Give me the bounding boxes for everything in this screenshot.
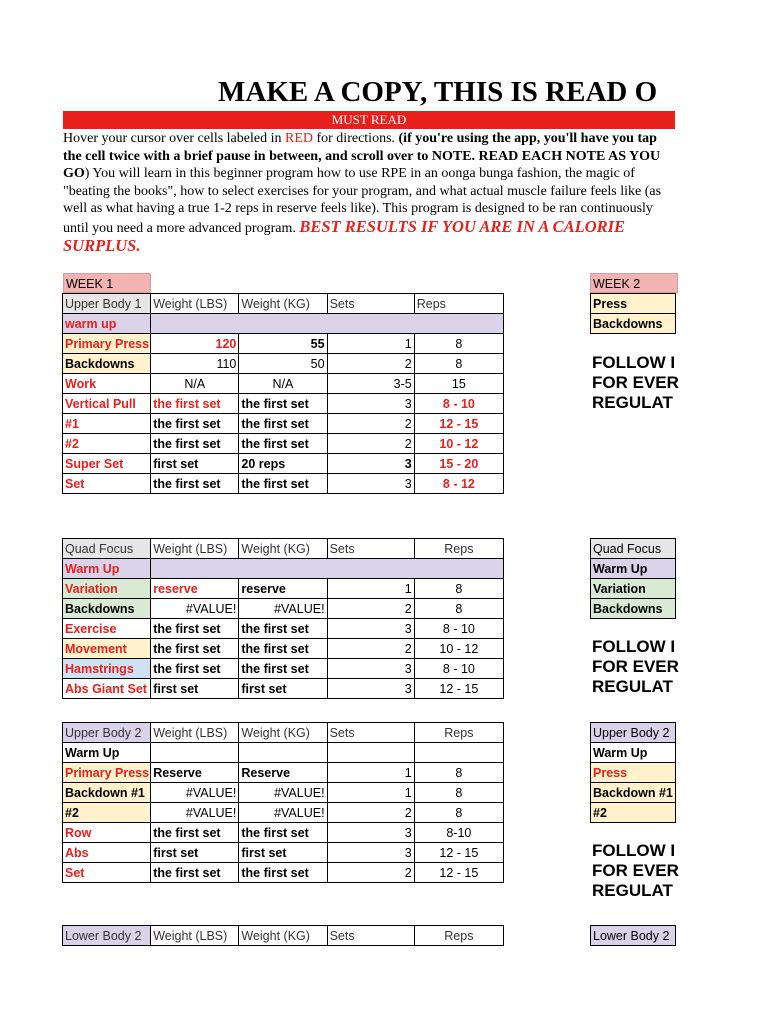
- weight-lbs-cell[interactable]: #VALUE!: [151, 803, 239, 823]
- reps-cell[interactable]: 15 - 20: [414, 454, 503, 474]
- table-row: [63, 783, 504, 803]
- weight-kg-cell[interactable]: the first set: [239, 394, 327, 414]
- weight-lbs-cell[interactable]: the first set: [151, 619, 239, 639]
- weight-lbs-cell[interactable]: the first set: [151, 639, 239, 659]
- exercise-cell[interactable]: warm up: [63, 314, 151, 334]
- sets-cell[interactable]: 3: [327, 679, 414, 699]
- exercise-cell[interactable]: Variation: [63, 579, 151, 599]
- reps-cell[interactable]: 8: [414, 599, 503, 619]
- reps-cell[interactable]: 8 - 12: [414, 474, 503, 494]
- side-cell[interactable]: Quad Focus: [591, 539, 676, 559]
- weight-lbs-cell[interactable]: 110: [151, 354, 239, 374]
- header-weight-lbs: Weight (LBS): [151, 723, 239, 743]
- lower-body-2-table: [62, 925, 504, 946]
- side-cell[interactable]: Warm Up: [591, 743, 676, 763]
- header-weight-kg: Weight (KG): [239, 926, 327, 946]
- reps-cell[interactable]: 8 - 10: [414, 619, 503, 639]
- table-row: [63, 659, 504, 679]
- follow-note: FOLLOW I FOR EVER REGULAT: [592, 353, 679, 412]
- page-title: MAKE A COPY, THIS IS READ O: [218, 76, 658, 108]
- weight-lbs-cell[interactable]: #VALUE!: [151, 599, 239, 619]
- weight-kg-cell[interactable]: the first set: [239, 639, 327, 659]
- day-name-cell[interactable]: Upper Body 1: [63, 294, 151, 314]
- empty-cell: [239, 743, 327, 763]
- sets-cell[interactable]: 2: [327, 414, 414, 434]
- reps-cell[interactable]: 10 - 12: [414, 639, 503, 659]
- weight-kg-cell[interactable]: first set: [239, 679, 327, 699]
- table-row: [63, 314, 504, 334]
- empty-cell: [414, 743, 503, 763]
- exercise-cell[interactable]: Primary Press: [63, 334, 151, 354]
- table-row: [63, 823, 504, 843]
- weight-lbs-cell[interactable]: 120: [151, 334, 239, 354]
- weight-kg-cell[interactable]: #VALUE!: [239, 803, 327, 823]
- empty-cell: [151, 743, 239, 763]
- table-row: [63, 639, 504, 659]
- table-row: [63, 474, 504, 494]
- weight-lbs-cell[interactable]: #VALUE!: [151, 783, 239, 803]
- weight-lbs-cell[interactable]: the first set: [151, 434, 239, 454]
- week-2-lower-2: [590, 925, 676, 946]
- must-read-banner[interactable]: MUST READ: [63, 111, 675, 129]
- exercise-cell[interactable]: Warm Up: [63, 559, 151, 579]
- reps-cell[interactable]: 12 - 15: [414, 863, 503, 883]
- week-2-label[interactable]: WEEK 2: [590, 273, 678, 293]
- weight-lbs-cell[interactable]: the first set: [151, 863, 239, 883]
- sets-cell[interactable]: 3: [327, 394, 414, 414]
- header-weight-kg: Weight (KG): [239, 539, 327, 559]
- side-cell[interactable]: Variation: [591, 579, 676, 599]
- weight-kg-cell[interactable]: 50: [239, 354, 327, 374]
- exercise-cell[interactable]: Vertical Pull: [63, 394, 151, 414]
- side-cell[interactable]: Press: [591, 763, 676, 783]
- weight-lbs-cell[interactable]: N/A: [151, 374, 239, 394]
- exercise-cell[interactable]: Abs Giant Set: [63, 679, 151, 699]
- sets-cell[interactable]: 3: [327, 659, 414, 679]
- side-cell[interactable]: Press: [591, 294, 676, 314]
- sets-cell[interactable]: 2: [327, 639, 414, 659]
- header-sets: Sets: [327, 539, 414, 559]
- exercise-cell[interactable]: #2: [63, 803, 151, 823]
- weight-lbs-cell[interactable]: reserve: [151, 579, 239, 599]
- sets-cell[interactable]: 2: [327, 599, 414, 619]
- side-cell[interactable]: Warm Up: [591, 559, 676, 579]
- reps-cell[interactable]: 12 - 15: [414, 679, 503, 699]
- table-row: [63, 863, 504, 883]
- weight-kg-cell[interactable]: reserve: [239, 579, 327, 599]
- day-name-cell[interactable]: Upper Body 2: [63, 723, 151, 743]
- weight-kg-cell[interactable]: the first set: [239, 474, 327, 494]
- sets-cell[interactable]: 3: [327, 843, 414, 863]
- table-row: [63, 763, 504, 783]
- weight-kg-cell[interactable]: 55: [239, 334, 327, 354]
- side-cell[interactable]: Backdowns: [591, 599, 676, 619]
- exercise-cell[interactable]: Backdowns: [63, 599, 151, 619]
- weight-kg-cell[interactable]: first set: [239, 843, 327, 863]
- weight-lbs-cell[interactable]: first set: [151, 679, 239, 699]
- day-name-cell[interactable]: Quad Focus: [63, 539, 151, 559]
- weight-lbs-cell[interactable]: the first set: [151, 823, 239, 843]
- weight-lbs-cell[interactable]: first set: [151, 843, 239, 863]
- reps-cell[interactable]: 8-10: [414, 823, 503, 843]
- reps-cell[interactable]: 8 - 10: [414, 659, 503, 679]
- sets-cell[interactable]: 2: [327, 863, 414, 883]
- side-cell[interactable]: Lower Body 2: [591, 926, 676, 946]
- header-weight-kg: Weight (KG): [239, 723, 327, 743]
- table-row: [63, 454, 504, 474]
- intro-text: [63, 130, 663, 257]
- header-reps: Reps: [414, 926, 503, 946]
- table-row: [63, 843, 504, 863]
- weight-lbs-cell[interactable]: the first set: [151, 394, 239, 414]
- reps-cell[interactable]: 15: [414, 374, 503, 394]
- table-row: [63, 354, 504, 374]
- exercise-cell[interactable]: Super Set: [63, 454, 151, 474]
- empty-cell: [151, 314, 504, 334]
- sets-cell[interactable]: 2: [327, 803, 414, 823]
- reps-cell[interactable]: 8: [414, 579, 503, 599]
- weight-kg-cell[interactable]: the first set: [239, 823, 327, 843]
- table-header-row: [63, 723, 504, 743]
- weight-lbs-cell[interactable]: first set: [151, 454, 239, 474]
- header-weight-lbs: Weight (LBS): [151, 926, 239, 946]
- exercise-cell[interactable]: Work: [63, 374, 151, 394]
- day-name-cell[interactable]: Lower Body 2: [63, 926, 151, 946]
- reps-cell[interactable]: 8: [414, 803, 503, 823]
- weight-kg-cell[interactable]: the first set: [239, 414, 327, 434]
- sets-cell[interactable]: 2: [327, 434, 414, 454]
- weight-kg-cell[interactable]: 20 reps: [239, 454, 327, 474]
- side-cell[interactable]: Backdowns: [591, 314, 676, 334]
- week-2-upper-2: [590, 722, 676, 823]
- table-row: [63, 434, 504, 454]
- intro-bold-note: (if you're using the app, you'll have you tap the cell twice with a brief pause in between, and scroll over to NOTE. READ EACH NOTE AS YOU GO: [63, 131, 661, 181]
- empty-cell: [151, 559, 504, 579]
- table-row: [63, 414, 504, 434]
- exercise-cell[interactable]: Backdown #1: [63, 783, 151, 803]
- side-cell[interactable]: Upper Body 2: [591, 723, 676, 743]
- reps-cell[interactable]: 8: [414, 354, 503, 374]
- exercise-cell[interactable]: Set: [63, 474, 151, 494]
- sets-cell[interactable]: 3: [327, 454, 414, 474]
- reps-cell[interactable]: 8: [414, 783, 503, 803]
- sets-cell[interactable]: 3: [327, 619, 414, 639]
- exercise-cell[interactable]: #2: [63, 434, 151, 454]
- table-row: [63, 599, 504, 619]
- table-row: [63, 743, 504, 763]
- week-2-upper-1: [590, 293, 676, 334]
- empty-cell: [327, 743, 414, 763]
- sets-cell[interactable]: 3: [327, 474, 414, 494]
- side-cell[interactable]: #2: [591, 803, 676, 823]
- intro-part-2: for directions.: [312, 131, 399, 146]
- intro-red-word: RED: [284, 131, 313, 146]
- week-2-lower-1: [590, 538, 676, 619]
- lower-body-1-table: [62, 538, 504, 699]
- weight-lbs-cell[interactable]: the first set: [151, 474, 239, 494]
- weight-kg-cell[interactable]: #VALUE!: [239, 783, 327, 803]
- header-reps: Reps: [414, 723, 503, 743]
- exercise-cell[interactable]: Abs: [63, 843, 151, 863]
- table-header-row: [63, 294, 504, 314]
- exercise-cell[interactable]: Backdowns: [63, 354, 151, 374]
- reps-cell[interactable]: 12 - 15: [414, 414, 503, 434]
- exercise-cell[interactable]: Set: [63, 863, 151, 883]
- sets-cell[interactable]: 2: [327, 354, 414, 374]
- sets-cell[interactable]: 1: [327, 334, 414, 354]
- weight-kg-cell[interactable]: the first set: [239, 619, 327, 639]
- follow-note: FOLLOW I FOR EVER REGULAT: [592, 841, 679, 900]
- weight-kg-cell[interactable]: Reserve: [239, 763, 327, 783]
- weight-kg-cell[interactable]: #VALUE!: [239, 599, 327, 619]
- exercise-cell[interactable]: Movement: [63, 639, 151, 659]
- table-header-row: [63, 926, 504, 946]
- table-row: [63, 394, 504, 414]
- reps-cell[interactable]: 8: [414, 763, 503, 783]
- weight-lbs-cell[interactable]: the first set: [151, 659, 239, 679]
- weight-kg-cell[interactable]: the first set: [239, 434, 327, 454]
- header-reps: Reps: [414, 539, 503, 559]
- sets-cell[interactable]: 3: [327, 823, 414, 843]
- table-row: [63, 579, 504, 599]
- header-sets: Sets: [327, 926, 414, 946]
- follow-note: FOLLOW I FOR EVER REGULAT: [592, 637, 679, 696]
- exercise-cell[interactable]: Primary Press: [63, 763, 151, 783]
- table-row: [63, 374, 504, 394]
- table-row: [63, 679, 504, 699]
- sets-cell[interactable]: 1: [327, 783, 414, 803]
- reps-cell[interactable]: 12 - 15: [414, 843, 503, 863]
- weight-lbs-cell[interactable]: Reserve: [151, 763, 239, 783]
- table-row: [63, 619, 504, 639]
- exercise-cell[interactable]: #1: [63, 414, 151, 434]
- sets-cell[interactable]: 1: [327, 579, 414, 599]
- upper-body-1-table: [62, 293, 504, 494]
- table-row: [63, 803, 504, 823]
- weight-kg-cell[interactable]: the first set: [239, 863, 327, 883]
- upper-body-2-table: [62, 722, 504, 883]
- table-row: [63, 334, 504, 354]
- weight-lbs-cell[interactable]: the first set: [151, 414, 239, 434]
- header-reps: Reps: [414, 294, 503, 314]
- reps-cell[interactable]: 8 - 10: [414, 394, 503, 414]
- header-sets: Sets: [327, 294, 414, 314]
- table-row: [63, 559, 504, 579]
- table-header-row: [63, 539, 504, 559]
- exercise-cell[interactable]: Exercise: [63, 619, 151, 639]
- reps-cell[interactable]: 10 - 12: [414, 434, 503, 454]
- weight-kg-cell[interactable]: N/A: [239, 374, 327, 394]
- week-1-label[interactable]: WEEK 1: [63, 273, 151, 293]
- header-weight-kg: Weight (KG): [239, 294, 327, 314]
- sets-cell[interactable]: 3-5: [327, 374, 414, 394]
- side-cell[interactable]: Backdown #1: [591, 783, 676, 803]
- weight-kg-cell[interactable]: the first set: [239, 659, 327, 679]
- reps-cell[interactable]: 8: [414, 334, 503, 354]
- exercise-cell[interactable]: Hamstrings: [63, 659, 151, 679]
- exercise-cell[interactable]: Row: [63, 823, 151, 843]
- calorie-surplus-note: BEST RESULTS IF YOU ARE IN A CALORIE SURPLUS.: [63, 216, 626, 255]
- header-weight-lbs: Weight (LBS): [151, 294, 239, 314]
- intro-part-3: ) You will learn in this beginner program how to use RPE in an oonga bunga fashion, the magic of "beating the books", how to select exercises for your program, and what actual muscle failure feels like (as well as what having a true 1-2 reps in reserve feels like). This program is designed to be ran continuously until you need a more advanced program.: [63, 166, 662, 236]
- header-weight-lbs: Weight (LBS): [151, 539, 239, 559]
- sets-cell[interactable]: 1: [327, 763, 414, 783]
- exercise-cell[interactable]: Warm Up: [63, 743, 151, 763]
- intro-part-1: Hover your cursor over cells labeled in: [63, 131, 285, 146]
- header-sets: Sets: [327, 723, 414, 743]
